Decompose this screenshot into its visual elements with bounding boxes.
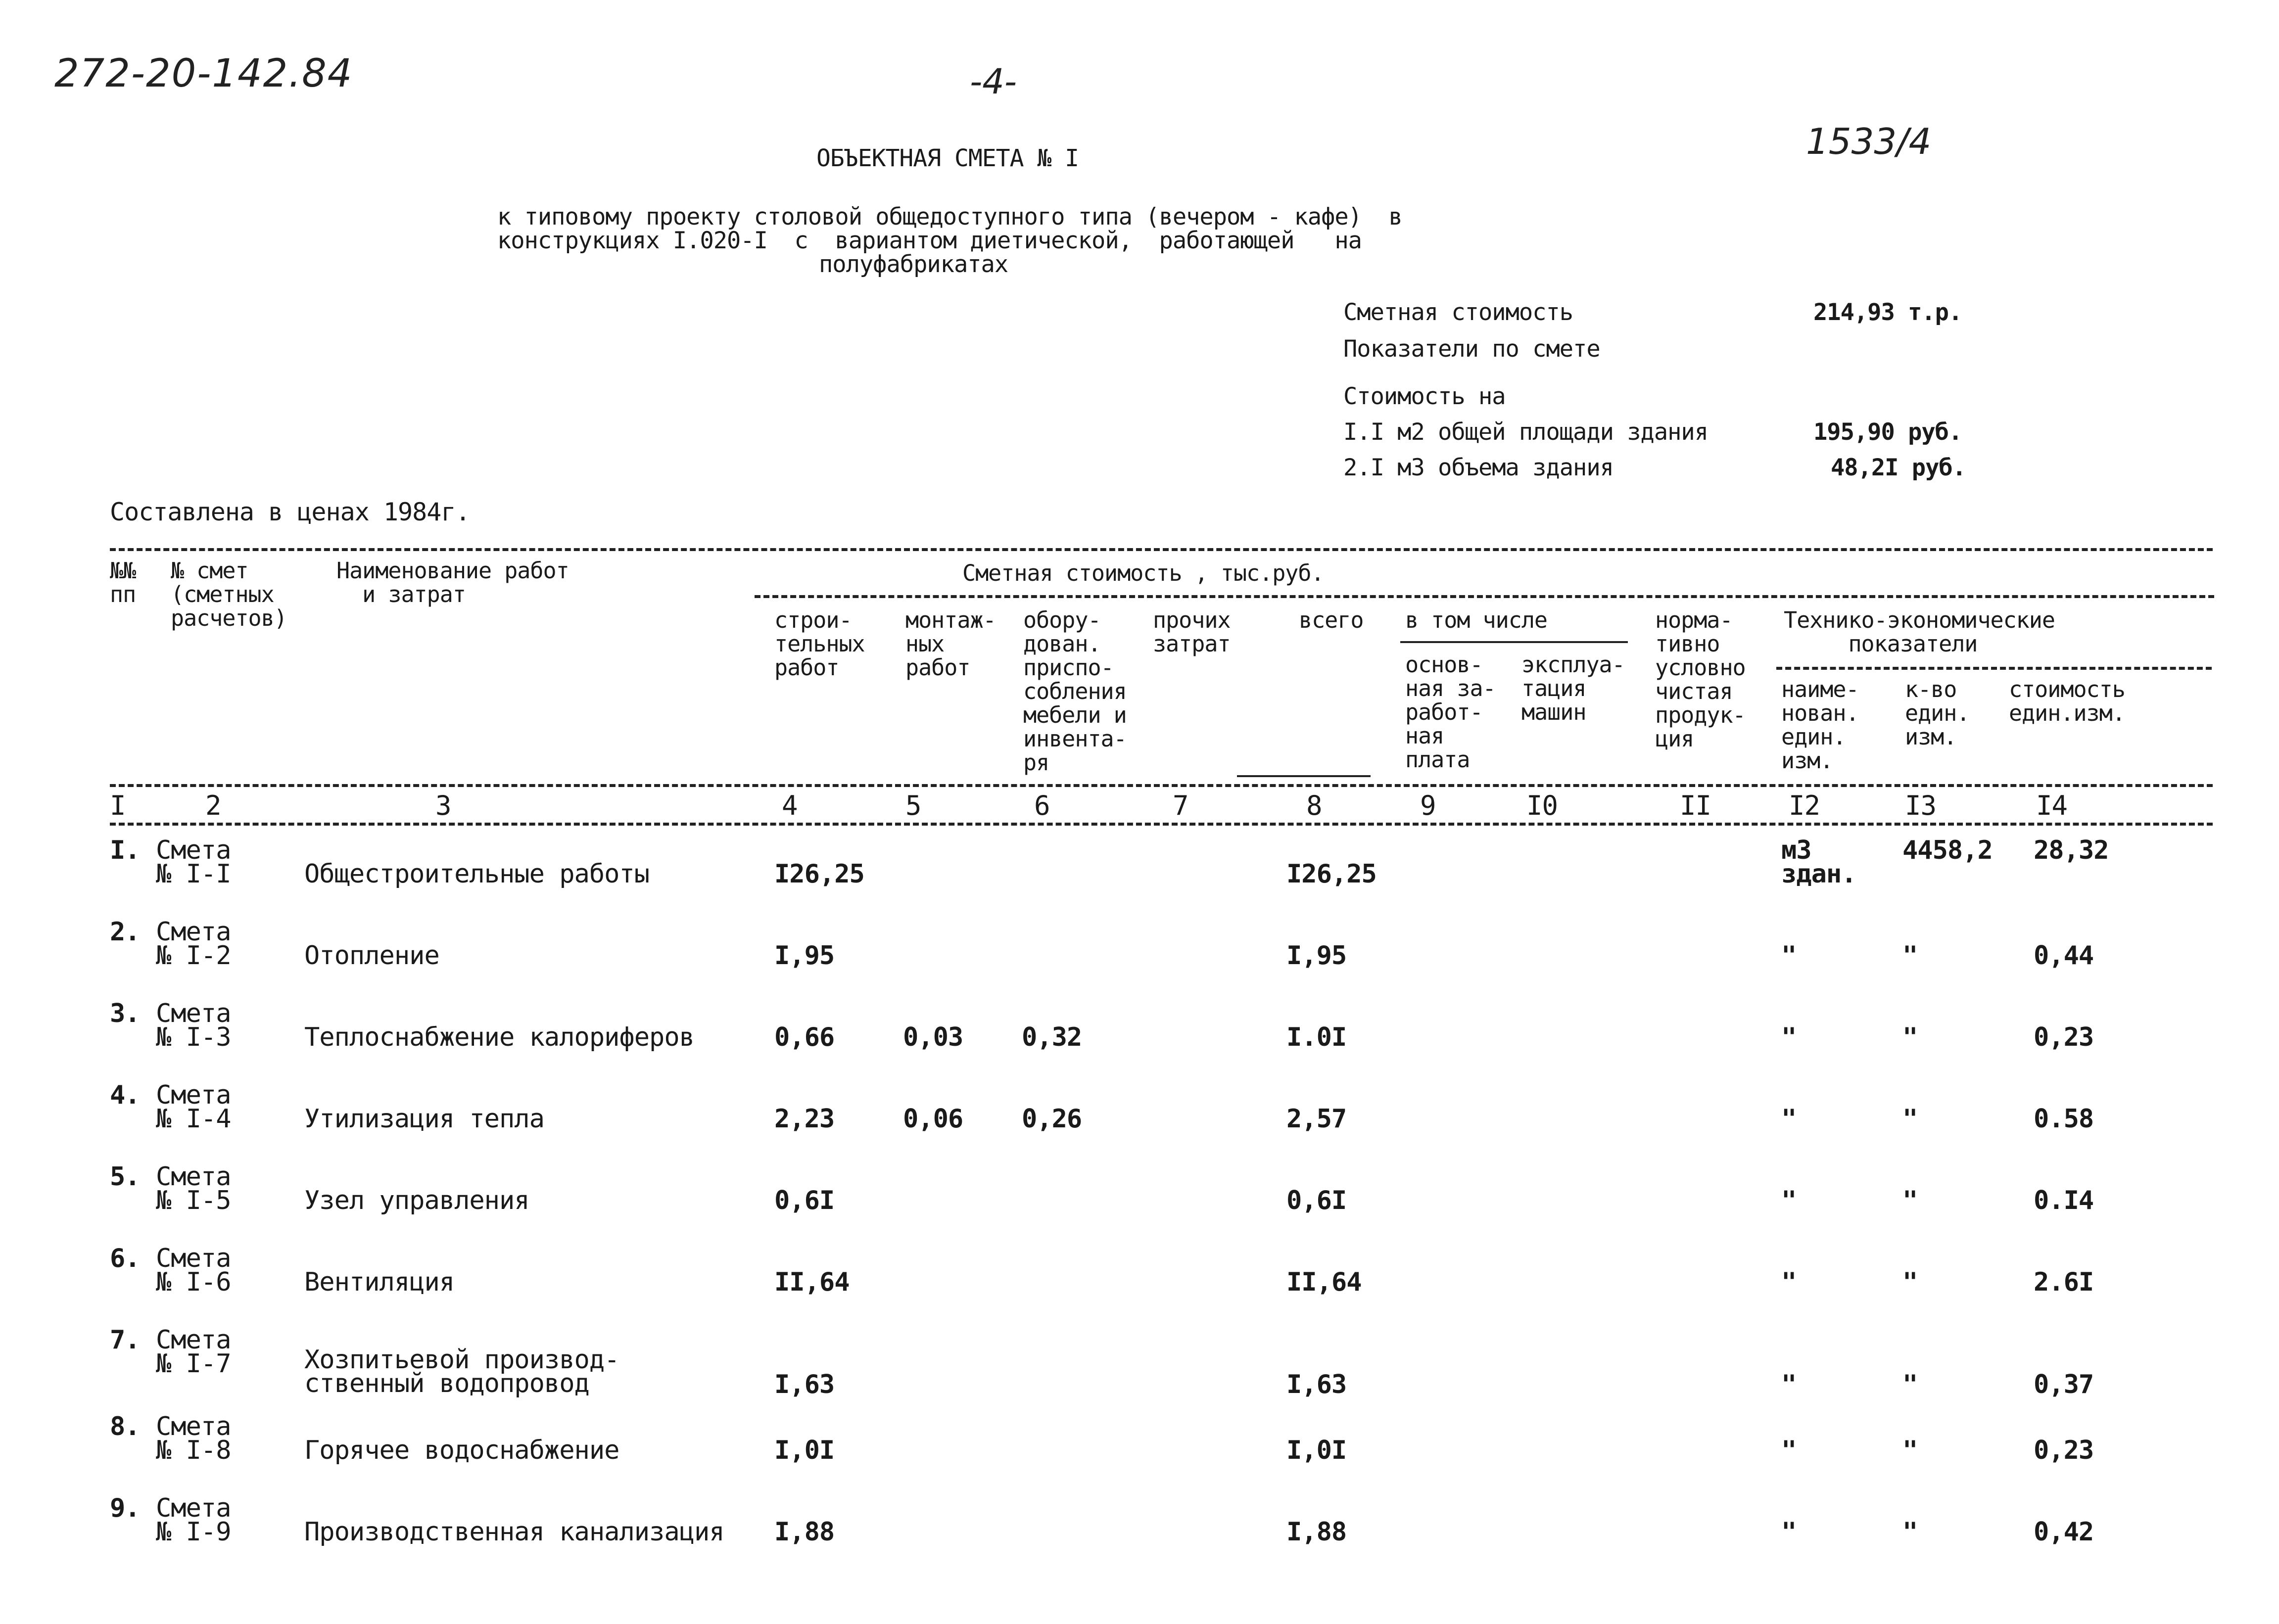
column-number-1: I [110, 790, 126, 821]
row-unit-name: " [1781, 1022, 1797, 1052]
row-number: 9. [110, 1493, 140, 1523]
row-number: 3. [110, 999, 140, 1028]
tech-group-rule [1776, 667, 2212, 670]
header-machine-operation: эксплуа- тация машин [1521, 651, 1625, 725]
row-installation-cost: 0,06 [903, 1104, 963, 1134]
header-normative-product: норма- тивно условно чистая продук- ция [1655, 607, 1746, 752]
row-work-name: Отопление [304, 941, 439, 971]
incl-group-rule [1400, 641, 1628, 643]
row-unit-name: " [1781, 1267, 1797, 1297]
row-unit-quantity: " [1902, 1104, 1918, 1134]
indicator-area-label: I.I м2 общей площади здания [1343, 418, 1709, 446]
column-number-10: I0 [1526, 790, 1558, 821]
header-base-salary: основ- ная за- работ- ная плата [1405, 651, 1496, 773]
row-unit-quantity: " [1902, 941, 1918, 971]
row-installation-cost: 0,03 [903, 1022, 963, 1052]
column-number-2: 2 [205, 790, 221, 821]
indicators-label: Показатели по смете [1343, 335, 1600, 363]
column-number-11: II [1680, 790, 1711, 821]
header-row-number: №№ пп [110, 557, 136, 607]
row-construction-cost: I,95 [774, 941, 835, 971]
row-construction-cost: II,64 [774, 1267, 850, 1297]
header-total: всего [1299, 607, 1364, 633]
row-work-name: Хозпитьевой производ- ственный водопровод [304, 1345, 619, 1398]
row-unit-cost: 0.I4 [2034, 1186, 2094, 1215]
row-unit-quantity: " [1902, 1370, 1918, 1399]
row-total-cost: 0,6I [1286, 1186, 1347, 1215]
row-estimate-ref: Смета № I-8 [156, 1412, 231, 1465]
row-number: 5. [110, 1162, 140, 1192]
header-unit-quantity: к-во един. изм. [1905, 676, 1970, 750]
row-unit-quantity: " [1902, 1186, 1918, 1215]
row-unit-quantity: " [1902, 1267, 1918, 1297]
colnum-bottom-rule [110, 823, 2213, 826]
row-construction-cost: 2,23 [774, 1104, 835, 1134]
row-total-cost: I,95 [1286, 941, 1347, 971]
column-number-12: I2 [1789, 790, 1820, 821]
row-total-cost: II,64 [1286, 1267, 1362, 1297]
subtitle-line-2: конструкциях I.020-I с вариантом диетической, работающей на [497, 227, 1362, 254]
row-total-cost: I26,25 [1286, 859, 1377, 889]
row-estimate-ref: Смета № I-I [156, 835, 231, 889]
column-number-13: I3 [1905, 790, 1937, 821]
estimated-cost-label: Сметная стоимость [1343, 299, 1573, 326]
stamp-number: 1533/4 [1806, 121, 1932, 162]
column-number-7: 7 [1173, 790, 1188, 821]
row-construction-cost: 0,6I [774, 1186, 835, 1215]
row-equipment-cost: 0,26 [1022, 1104, 1082, 1134]
subtitle-line-3: полуфабрикатах [819, 251, 1008, 278]
column-number-4: 4 [782, 790, 798, 821]
column-number-9: 9 [1420, 790, 1436, 821]
indicator-volume-value: 48,2I руб. [1831, 454, 1966, 481]
row-unit-name: " [1781, 1104, 1797, 1134]
header-cost-group: Сметная стоимость , тыс.руб. [962, 560, 1324, 586]
row-construction-cost: I,88 [774, 1517, 835, 1547]
row-estimate-ref: Смета № I-3 [156, 999, 231, 1052]
row-estimate-ref: Смета № I-5 [156, 1162, 231, 1215]
prices-note: Составлена в ценах 1984г. [110, 498, 470, 526]
row-number: 2. [110, 917, 140, 947]
row-unit-cost: 0,23 [2034, 1436, 2094, 1465]
row-unit-cost: 0,42 [2034, 1517, 2094, 1547]
row-unit-cost: 0,44 [2034, 941, 2094, 971]
row-number: 8. [110, 1412, 140, 1441]
estimated-cost-value: 214,93 т.р. [1813, 299, 1962, 326]
column-number-6: 6 [1034, 790, 1050, 821]
cost-per-label: Стоимость на [1343, 383, 1506, 410]
page-number: -4- [970, 61, 1017, 102]
row-unit-cost: 0.58 [2034, 1104, 2094, 1134]
row-number: 6. [110, 1244, 140, 1273]
row-unit-name: м3 здан. [1781, 835, 1856, 889]
indicator-volume-label: 2.I м3 объема здания [1343, 454, 1614, 481]
header-other-costs: прочих затрат [1153, 607, 1231, 657]
row-unit-name: " [1781, 941, 1797, 971]
row-total-cost: I,63 [1286, 1370, 1347, 1399]
row-unit-quantity: 4458,2 [1902, 835, 1993, 865]
row-construction-cost: I,0I [774, 1436, 835, 1465]
header-unit-name: наиме- нован. един. изм. [1781, 676, 1859, 774]
row-estimate-ref: Смета № I-6 [156, 1244, 231, 1297]
row-unit-name: " [1781, 1186, 1797, 1215]
row-number: I. [110, 835, 140, 865]
header-tech-econ-group: Технико-экономические показатели [1784, 607, 2055, 657]
document-code: 272-20-142.84 [54, 51, 353, 96]
header-bottom-rule [110, 784, 2213, 787]
row-number: 7. [110, 1325, 140, 1355]
header-unit-cost: стоимость един.изм. [2009, 676, 2125, 726]
row-unit-cost: 2.6I [2034, 1267, 2094, 1297]
row-equipment-cost: 0,32 [1022, 1022, 1082, 1052]
row-total-cost: 2,57 [1286, 1104, 1347, 1134]
row-unit-cost: 28,32 [2034, 835, 2109, 865]
row-unit-quantity: " [1902, 1436, 1918, 1465]
column-number-8: 8 [1306, 790, 1322, 821]
indicator-area-value: 195,90 руб. [1813, 418, 1962, 446]
row-work-name: Вентиляция [304, 1267, 455, 1297]
row-estimate-ref: Смета № I-4 [156, 1080, 231, 1134]
row-estimate-ref: Смета № I-2 [156, 917, 231, 971]
row-work-name: Узел управления [304, 1186, 529, 1215]
row-construction-cost: I,63 [774, 1370, 835, 1399]
row-work-name: Теплоснабжение калориферов [304, 1022, 694, 1052]
row-total-cost: I.0I [1286, 1022, 1347, 1052]
row-unit-name: " [1781, 1370, 1797, 1399]
row-unit-quantity: " [1902, 1517, 1918, 1547]
row-estimate-ref: Смета № I-9 [156, 1493, 231, 1547]
table-top-rule [110, 548, 2213, 551]
column-number-3: 3 [435, 790, 451, 821]
row-total-cost: I,88 [1286, 1517, 1347, 1547]
header-equipment: обору- дован. приспо- собления мебели и инвента- ря [1023, 607, 1127, 776]
header-construction: строи- тельных работ [774, 607, 865, 681]
row-number: 4. [110, 1080, 140, 1110]
column-number-5: 5 [905, 790, 921, 821]
row-construction-cost: 0,66 [774, 1022, 835, 1052]
header-estimate-number: № смет (сметных расчетов) [171, 557, 287, 631]
row-unit-quantity: " [1902, 1022, 1918, 1052]
row-work-name: Горячее водоснабжение [304, 1436, 619, 1465]
column-number-14: I4 [2036, 790, 2068, 821]
row-work-name: Утилизация тепла [304, 1104, 544, 1134]
header-mid-rule [1237, 775, 1371, 777]
row-unit-name: " [1781, 1517, 1797, 1547]
document-title: ОБЪЕКТНАЯ СМЕТА № I [816, 144, 1079, 172]
row-work-name: Общестроительные работы [304, 859, 650, 889]
header-including-group: в том числе [1405, 607, 1548, 633]
row-work-name: Производственная канализация [304, 1517, 724, 1547]
row-unit-name: " [1781, 1436, 1797, 1465]
row-total-cost: I,0I [1286, 1436, 1347, 1465]
row-estimate-ref: Смета № I-7 [156, 1325, 231, 1379]
header-work-name: Наименование работ и затрат [336, 557, 569, 607]
cost-group-rule [755, 595, 2214, 598]
subtitle-line-1: к типовому проекту столовой общедоступного типа (вечером - кафе) в [497, 203, 1402, 231]
header-installation: монтаж- ных работ [905, 607, 996, 681]
row-construction-cost: I26,25 [774, 859, 864, 889]
row-unit-cost: 0,23 [2034, 1022, 2094, 1052]
row-unit-cost: 0,37 [2034, 1370, 2094, 1399]
